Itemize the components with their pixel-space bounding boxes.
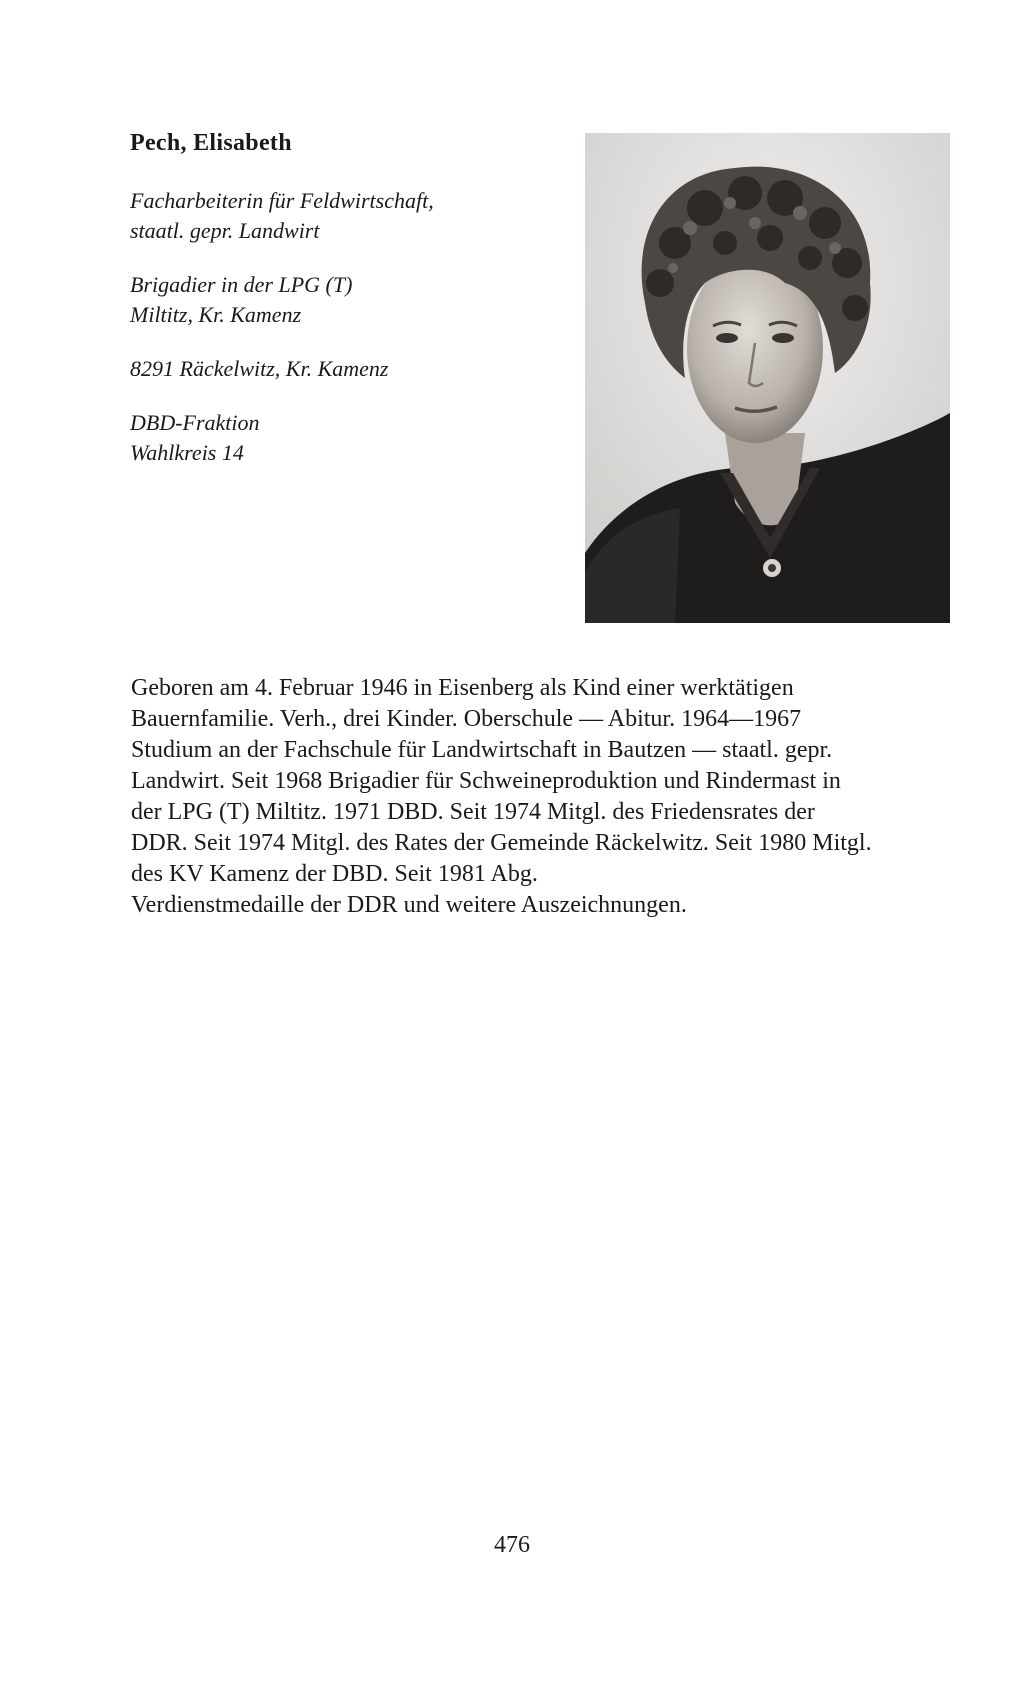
biography-line: der LPG (T) Miltitz. 1971 DBD. Seit 1974 Mitgl. des Friedensrates der <box>131 799 815 825</box>
biography-text <box>131 673 957 890</box>
awards-text: Verdienstmedaille der DDR und weitere Auszeichnungen. <box>131 892 687 918</box>
profession-line: staatl. gepr. Landwirt <box>130 218 320 243</box>
portrait-illustration <box>585 133 950 623</box>
address <box>130 354 570 384</box>
position-line: Miltitz, Kr. Kamenz <box>130 302 302 327</box>
page-number: 476 <box>494 1532 530 1558</box>
portrait-photo <box>585 133 950 623</box>
biography-line: Landwirt. Seit 1968 Brigadier für Schweineproduktion und Rindermast in <box>131 768 841 794</box>
person-name: Pech, Elisabeth <box>130 130 292 156</box>
faction <box>130 408 570 468</box>
biography-line: Bauernfamilie. Verh., drei Kinder. Oberschule — Abitur. 1964—1967 <box>131 706 802 732</box>
faction-line: DBD-Fraktion <box>130 410 260 435</box>
biography-line: Geboren am 4. Februar 1946 in Eisenberg als Kind einer werktätigen <box>131 675 794 701</box>
profession-line: Facharbeiterin für Feldwirtschaft, <box>130 188 434 213</box>
position <box>130 270 570 330</box>
address-line: 8291 Räckelwitz, Kr. Kamenz <box>130 356 389 381</box>
constituency-line: Wahlkreis 14 <box>130 440 244 465</box>
person-info <box>130 186 570 492</box>
profession <box>130 186 570 246</box>
position-line: Brigadier in der LPG (T) <box>130 272 353 297</box>
biography-line: Studium an der Fachschule für Landwirtschaft in Bautzen — staatl. gepr. <box>131 737 833 763</box>
biography-line: des KV Kamenz der DBD. Seit 1981 Abg. <box>131 861 538 887</box>
biography-line: DDR. Seit 1974 Mitgl. des Rates der Gemeinde Räckelwitz. Seit 1980 Mitgl. <box>131 830 872 856</box>
